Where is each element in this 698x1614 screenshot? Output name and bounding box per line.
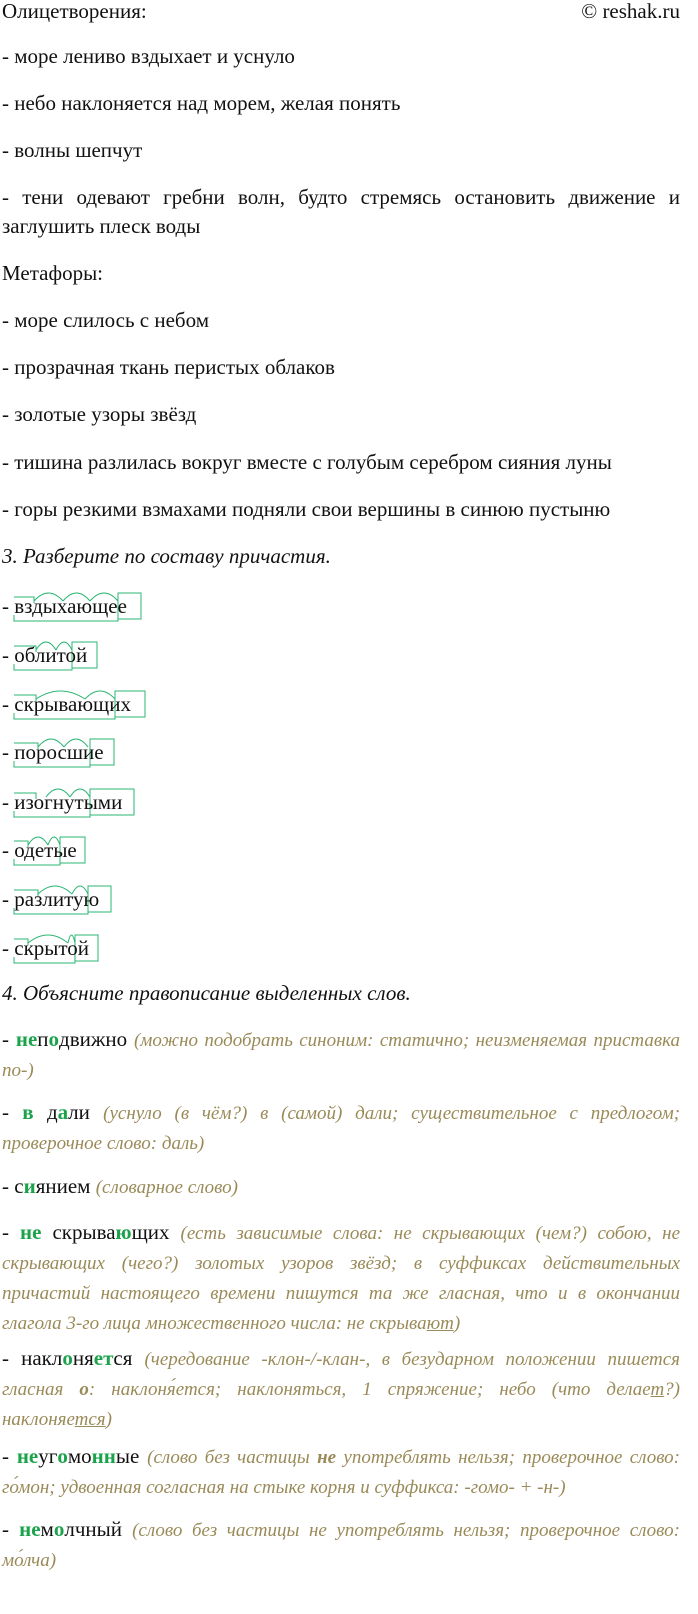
list-item: - море слилось с небом: [2, 308, 209, 332]
list-item: - волны шепчут: [2, 138, 143, 162]
list-item: - прозрачная ткань перистых облаков: [2, 355, 335, 379]
participle-text: облитой: [14, 643, 88, 667]
list-dash: -: [2, 740, 9, 764]
list-dash: -: [2, 936, 9, 960]
list-item: - тени одевают гребни волн, будто стремясь остановить движение и заглушить плеск воды: [2, 185, 680, 238]
morpheme-word: [0, 638, 220, 672]
participle-word: [2, 691, 131, 717]
participle-word: [2, 789, 122, 815]
participle-word: [2, 739, 104, 765]
spelling-comment: (чередование -клон-/-клан-, в безударном положении пишется гласная о: наклоня́ется; наклоняться, 1 спряжение; небо (что делает?) наклоняется): [2, 1349, 680, 1430]
morpheme-word: [0, 833, 220, 867]
list-item: - небо наклоняется над морем, желая понять: [2, 91, 401, 115]
list-dash: -: [2, 643, 9, 667]
spelling-item: - не скрывающих (есть зависимые слова: не скрывающих (чем?) собою, не скрывающих (чего?) золотых узоров звёзд; в суффиксах действительных причастий настоящего времени пишутся та же гласная, что и в окончании глагола 3-го лица множественного числа: не скрывают): [2, 1220, 681, 1334]
spelling-item: - неподвижно (можно подобрать синоним: статично; неизменяемая приставка по-): [2, 1027, 681, 1081]
list-dash: -: [2, 838, 9, 862]
spelling-item: - наклоняется (чередование -клон-/-клан-, в безударном положении пишется гласная о: наклоня́ется; наклоняться, 1 спряжение; небо (что делает?) наклоняется): [2, 1346, 680, 1430]
copyright-label: © reshak.ru: [581, 0, 680, 23]
participle-text: скрывающих: [14, 692, 131, 716]
participle-text: скрытой: [14, 936, 90, 960]
participle-text: одетые: [14, 838, 77, 862]
spelling-item: - в дали (уснуло (в чём?) в (самой) дали; существительное с предлогом; проверочное слово: даль): [2, 1100, 681, 1154]
participle-word: [2, 886, 99, 912]
list-dash: -: [2, 790, 9, 814]
list-dash: -: [2, 887, 9, 911]
spelling-comment: (уснуло (в чём?) в (самой) дали; существительное с предлогом; проверочное слово: даль): [2, 1103, 681, 1154]
participle-text: изогнутыми: [14, 790, 123, 814]
spelling-comment: (слово без частицы не употреблять нельзя; проверочное слово: мо́лча): [2, 1520, 680, 1571]
list-dash: -: [2, 692, 9, 716]
spelling-comment: (словарное слово): [95, 1177, 238, 1198]
task-3-heading: 3. Разберите по составу причастия.: [2, 544, 331, 568]
morpheme-word: [0, 735, 220, 769]
participle-word: [2, 642, 87, 668]
spelling-item: - неугомонные (слово без частицы не употреблять нельзя; проверочное слово: го́мон; удвоенная согласная на стыке корня и суффикса: -гомо- + -н-): [2, 1444, 681, 1498]
spelling-item: - сиянием (словарное слово): [2, 1174, 238, 1198]
morpheme-word: [0, 882, 220, 916]
list-item: - горы резкими взмахами подняли свои вершины в синюю пустыню: [2, 497, 611, 521]
spelling-comment: (слово без частицы не употреблять нельзя; проверочное слово: го́мон; удвоенная согласная на стыке корня и суффикса: -гомо- + -н-): [2, 1447, 681, 1498]
spelling-item: - немолчный (слово без частицы не употреблять нельзя; проверочное слово: мо́лча): [2, 1517, 680, 1571]
morpheme-word: [0, 589, 220, 623]
section-title-personifications: Олицетворения:: [2, 0, 147, 23]
list-dash: -: [2, 594, 9, 618]
participle-word: [2, 935, 89, 961]
participle-text: разлитую: [14, 887, 100, 911]
morpheme-word: [0, 687, 220, 721]
participle-text: вздыхающее: [14, 594, 127, 618]
spelling-comment: (есть зависимые слова: не скрывающих (чем?) собою, не скрывающих (чего?) золотых узоров звёзд; в суффиксах действительных причастий настоящего времени пишутся та же гласная, что и в окончании глагола 3-го лица множественного числа: не скрывают): [2, 1223, 681, 1334]
list-item: - золотые узоры звёзд: [2, 402, 197, 426]
morpheme-word: [0, 785, 220, 819]
list-item: - море лениво вздыхает и уснуло: [2, 44, 295, 68]
list-item: - тишина разлилась вокруг вместе с голубым серебром сияния луны: [2, 450, 612, 474]
task-4-heading: 4. Объясните правописание выделенных слов.: [2, 981, 411, 1005]
spelling-comment: (можно подобрать синоним: статично; неизменяемая приставка по-): [2, 1030, 681, 1081]
participle-word: [2, 837, 77, 863]
participle-word: [2, 593, 127, 619]
morpheme-word: [0, 931, 220, 965]
section-title-metaphors: Метафоры:: [2, 261, 104, 285]
participle-text: поросшие: [14, 740, 104, 764]
